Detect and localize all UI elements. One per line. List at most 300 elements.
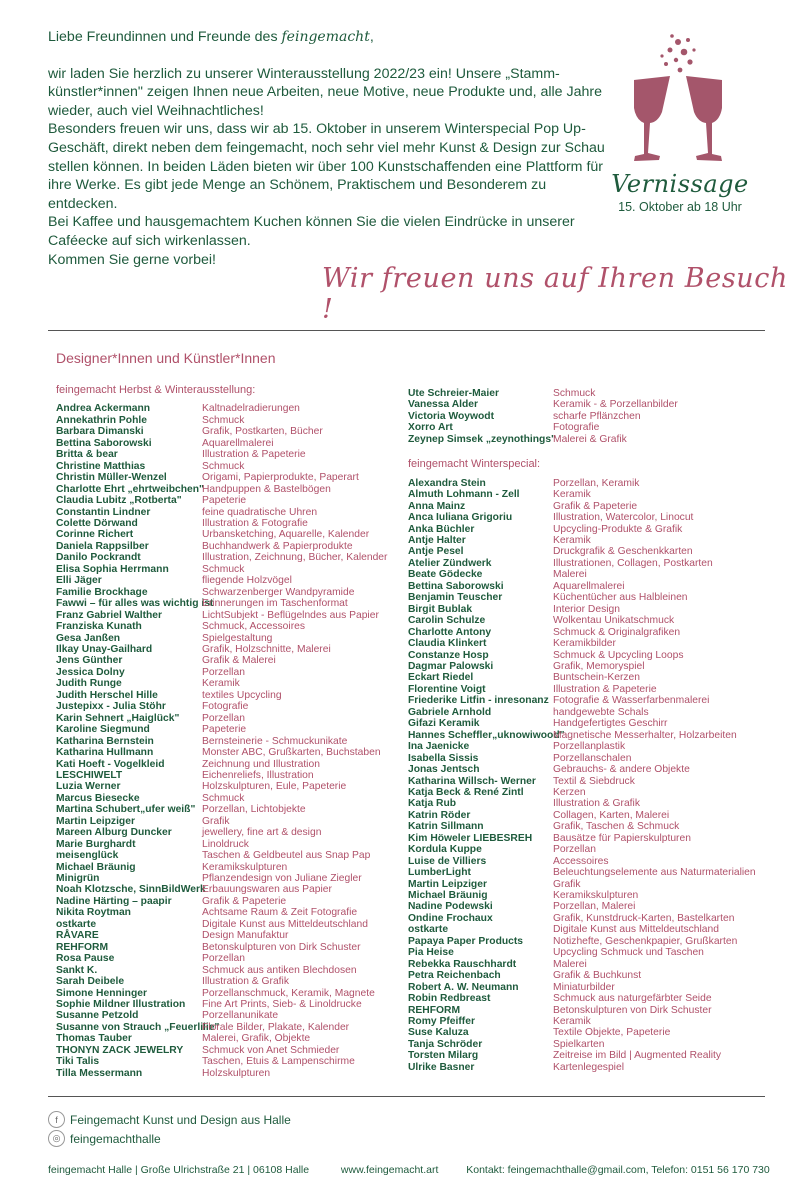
list-item: [408, 672, 768, 683]
list-item: [56, 1010, 396, 1021]
artist-name: REHFORM: [408, 1004, 461, 1016]
vernissage-block: [600, 170, 760, 214]
artist-name: Dagmar Palowski: [408, 660, 494, 672]
artist-name: ostkarte: [56, 918, 97, 930]
list-item: [56, 426, 396, 437]
artist-name: Gifazi Keramik: [408, 718, 480, 730]
list-item: [56, 759, 396, 770]
artist-description: Betonskulpturen von Dirk Schuster: [553, 1004, 712, 1016]
artist-name: Petra Reichenbach: [408, 970, 501, 982]
list-item: [56, 804, 396, 815]
artist-name: Tanja Schröder: [408, 1038, 483, 1050]
list-column-left: [56, 385, 396, 1079]
artist-description: Schwarzenberger Wandpyramide: [202, 586, 355, 598]
list-item: [56, 770, 396, 781]
list-item: [408, 982, 768, 993]
artist-name: Atelier Zündwerk: [408, 557, 492, 569]
artist-description: Illustration & Papeterie: [202, 449, 306, 461]
artist-description: Monster ABC, Grußkarten, Buchstaben: [202, 747, 381, 759]
artist-name: Ute Schreier-Maier: [408, 388, 499, 399]
artist-name: Isabella Sissis: [408, 752, 479, 764]
artist-description: Buntschein-Kerzen: [553, 672, 641, 684]
artist-description: Linoldruck: [202, 838, 249, 850]
list-item: [408, 558, 768, 569]
artist-description: Illustration, Watercolor, Linocut: [553, 512, 694, 524]
artist-description: Handpuppen & Bastelbögen: [202, 483, 331, 495]
artist-name: Fawwi – für alles was wichtig ist: [56, 598, 214, 610]
list-item: [56, 816, 396, 827]
artist-name: Torsten Milarg: [408, 1050, 479, 1062]
list-item: [408, 890, 768, 901]
artist-name: Mareen Alburg Duncker: [56, 827, 172, 839]
artist-description: Illustration & Grafik: [553, 798, 640, 810]
artist-description: Porzellan, Malerei: [553, 901, 636, 913]
artist-name: meisenglück: [56, 850, 119, 862]
artist-name: Jens Günther: [56, 655, 123, 667]
artist-name: Antje Halter: [408, 534, 466, 546]
artist-name: Antje Pesel: [408, 546, 464, 558]
list-item: [408, 959, 768, 970]
artist-name: Friederike Litfin - inresonanz: [408, 695, 549, 707]
artist-description: Miniaturbilder: [553, 981, 615, 993]
artist-description: Schmuck: [202, 792, 245, 804]
artist-name: Gesa Janßen: [56, 632, 121, 644]
list-item: [408, 615, 768, 626]
artist-name: Simone Henninger: [56, 987, 147, 999]
social-facebook[interactable]: [48, 1111, 291, 1128]
artist-description: Urbansketching, Aquarelle, Kalender: [202, 529, 370, 541]
intro-paragraph-4: Kommen Sie gerne vorbei!: [48, 251, 216, 268]
artist-name: Justepixx - Julia Stöhr: [56, 701, 166, 713]
artist-description: handgewebte Schals: [553, 706, 649, 718]
list-item: [56, 873, 396, 884]
artist-name: Papaya Paper Products: [408, 935, 524, 947]
artist-name: Elli Jäger: [56, 575, 102, 587]
social-instagram[interactable]: [48, 1130, 161, 1147]
artist-description: Aquarellmalerei: [553, 580, 625, 592]
artist-description: Malerei: [553, 569, 587, 581]
artist-description: Taschen, Etuis & Lampenschirme: [202, 1056, 355, 1068]
artist-name: Nikita Roytman: [56, 907, 131, 919]
artist-name: Hannes Scheffler„uknowiwood": [408, 729, 565, 741]
vernissage-title: Vernissage: [611, 170, 749, 198]
artist-description: Kaltnadelradierungen: [202, 403, 300, 415]
list-item: [408, 684, 768, 695]
artist-name: Jonas Jentsch: [408, 764, 480, 776]
list-item: [408, 592, 768, 603]
list-item: [408, 833, 768, 844]
artist-description: Illustration & Fotografie: [202, 517, 308, 529]
list-item: [408, 993, 768, 1004]
list-item: [408, 1027, 768, 1038]
artist-description: Erbauungswaren aus Papier: [202, 884, 332, 896]
artist-description: Grafik, Holzschnitte, Malerei: [202, 643, 331, 655]
artist-name: Corinne Richert: [56, 529, 134, 541]
list-item: [56, 472, 396, 483]
artist-description: Porzellan: [202, 712, 245, 724]
artist-name: Rosa Pause: [56, 953, 115, 965]
artist-description: scharfe Pflänzchen: [553, 410, 641, 422]
artist-description: Illustration & Papeterie: [553, 683, 657, 695]
artist-description: Porzellan, Keramik: [553, 477, 640, 489]
list-item: [408, 661, 768, 672]
artist-description: Druckgrafik & Geschenkkarten: [553, 546, 693, 558]
list-item: [56, 610, 396, 621]
artist-description: Keramik - & Porzellanbilder: [553, 399, 678, 411]
artist-name: Karin Sehnert „Haiglück": [56, 712, 180, 724]
list-item: [408, 695, 768, 706]
section2-title: feingemacht Winterspecial:: [408, 458, 541, 471]
artist-name: Almuth Lohmann - Zell: [408, 489, 520, 501]
list-item: [408, 627, 768, 638]
list-item: [408, 638, 768, 649]
list-item: [56, 781, 396, 792]
artist-description: Grafik & Buchkunst: [553, 970, 642, 982]
list-item: [56, 678, 396, 689]
list-item: [408, 1039, 768, 1050]
artist-name: Ulrike Basner: [408, 1061, 475, 1073]
artist-description: Porzellanschalen: [553, 752, 632, 764]
list-item: [408, 546, 768, 557]
footer: [48, 1164, 770, 1176]
artist-description: Fotografie & Wasserfarbenmalerei: [553, 695, 710, 707]
artist-name: Katja Beck & René Zintl: [408, 786, 524, 798]
list-item: [56, 598, 396, 609]
artist-description: Holzskulpturen, Eule, Papeterie: [202, 781, 347, 793]
artist-description: Collagen, Karten, Malerei: [553, 809, 670, 821]
list-item: [56, 1045, 396, 1056]
list-item: [408, 787, 768, 798]
artist-name: Christine Matthias: [56, 460, 146, 472]
list-item: [56, 461, 396, 472]
artist-name: Minigrün: [56, 873, 100, 885]
list-item: [408, 924, 768, 935]
artist-name: Pia Heise: [408, 947, 454, 959]
artist-name: Franz Gabriel Walther: [56, 609, 163, 621]
artist-name: Judith Herschel Hille: [56, 689, 158, 701]
list-item: [56, 633, 396, 644]
artist-name: Constantin Lindner: [56, 506, 151, 518]
artist-description: Schmuck: [202, 414, 245, 426]
artist-description: Origami, Papierprodukte, Paperart: [202, 472, 359, 484]
artist-name: Claudia Lubitz „Rotberta": [56, 495, 182, 507]
artist-name: Susanne von Strauch „Feuerlilie": [56, 1021, 220, 1033]
vernissage-date: 15. Oktober ab 18 Uhr: [618, 200, 742, 214]
artist-description: Grafik: [202, 815, 230, 827]
artist-description: Eichenreliefs, Illustration: [202, 769, 314, 781]
artist-description: Textile Objekte, Papeterie: [553, 1027, 671, 1039]
artist-description: Grafik, Taschen & Schmuck: [553, 821, 680, 833]
artist-name: Bettina Saborowski: [408, 580, 504, 592]
artist-description: Grafik & Papeterie: [202, 895, 287, 907]
artist-description: Keramikskulpturen: [553, 890, 639, 902]
artist-name: Britta & bear: [56, 449, 118, 461]
greeting: [48, 28, 608, 47]
artist-description: Grafik & Malerei: [202, 655, 276, 667]
list-item: [408, 434, 768, 445]
list-item: [408, 388, 768, 399]
artist-name: Kim Höweler LIEBESREH: [408, 832, 533, 844]
artist-name: Ina Jaenicke: [408, 741, 470, 753]
artist-name: Rebekka Rauschhardt: [408, 958, 517, 970]
artist-description: Keramik: [202, 678, 240, 690]
facebook-label: Feingemacht Kunst und Design aus Halle: [70, 1112, 291, 1127]
artist-description: Malerei & Grafik: [553, 433, 627, 445]
artist-name: Katrin Sillmann: [408, 821, 484, 833]
artist-name: Jessica Dolny: [56, 666, 125, 678]
artist-name: Daniela Rappsilber: [56, 540, 149, 552]
artist-name: Sophie Mildner Illustration: [56, 999, 186, 1011]
artist-description: Malerei, Grafik, Objekte: [202, 1033, 311, 1045]
artist-description: Porzellan, Lichtobjekte: [202, 804, 306, 816]
artist-description: Illustrationen, Collagen, Postkarten: [553, 557, 713, 569]
artist-description: Grafik, Memoryspiel: [553, 660, 645, 672]
artist-description: Design Manufaktur: [202, 930, 289, 942]
artist-description: Taschen & Geldbeutel aus Snap Pap: [202, 850, 371, 862]
artist-description: Keramik: [553, 534, 591, 546]
artist-name: Katja Rub: [408, 798, 457, 810]
list-item: [56, 403, 396, 414]
artist-description: Handgefertigtes Geschirr: [553, 718, 668, 730]
greeting-suffix: ,: [369, 29, 374, 45]
artist-name: Andrea Ackermann: [56, 403, 151, 415]
artist-name: Birgit Bublak: [408, 603, 473, 615]
artist-name: Sankt K.: [56, 964, 98, 976]
list-item: [408, 501, 768, 512]
footer-web[interactable]: www.feingemacht.art: [340, 1164, 439, 1176]
list-item: [56, 896, 396, 907]
list-item: [56, 884, 396, 895]
list-item: [408, 422, 768, 433]
artist-name: Anka Büchler: [408, 523, 475, 535]
artist-description: Schmuck & Originalgrafiken: [553, 626, 681, 638]
artist-name: Charlotte Antony: [408, 626, 492, 638]
artist-name: Robert A. W. Neumann: [408, 981, 519, 993]
list-item: [56, 907, 396, 918]
artist-name: Carolin Schulze: [408, 615, 486, 627]
artist-description: Schmuck von Anet Schmieder: [202, 1044, 340, 1056]
artist-description: Grafik & Papeterie: [553, 500, 638, 512]
artist-name: Alexandra Stein: [408, 477, 486, 489]
list-item: [56, 793, 396, 804]
list-item: [408, 879, 768, 890]
facebook-icon: f: [48, 1111, 65, 1128]
artist-name: Suse Kaluza: [408, 1027, 469, 1039]
artist-description: Porzellan: [202, 666, 245, 678]
artist-name: Claudia Klinkert: [408, 638, 487, 650]
list-item: [408, 524, 768, 535]
list-item: [56, 690, 396, 701]
artist-description: Buchhandwerk & Papierprodukte: [202, 540, 353, 552]
artist-name: Noah Klotzsche, SinnBildWerk: [56, 884, 206, 896]
artist-name: Kati Hoeft - Vogelkleid: [56, 758, 165, 770]
list-item: [408, 581, 768, 592]
artist-description: Aquarellmalerei: [202, 437, 274, 449]
list-item: [56, 850, 396, 861]
closing-line: Wir freuen uns auf Ihren Besuch !: [322, 263, 788, 325]
artist-name: Familie Brockhage: [56, 586, 148, 598]
artist-name: Katrin Röder: [408, 809, 471, 821]
list-item: [408, 569, 768, 580]
list-item: [408, 936, 768, 947]
list-item: [56, 667, 396, 678]
artist-description: Zeitreise im Bild | Augmented Reality: [553, 1050, 722, 1062]
artist-name: Susanne Petzold: [56, 1010, 139, 1022]
artist-name: Nadine Härting – paapir: [56, 895, 172, 907]
artist-name: Karoline Siegmund: [56, 724, 150, 736]
artist-description: Digitale Kunst aus Mitteldeutschland: [202, 918, 368, 930]
artist-name: Victoria Woywodt: [408, 410, 495, 422]
list-item: [408, 798, 768, 809]
list-item: [56, 1033, 396, 1044]
artist-description: Kerzen: [553, 786, 586, 798]
list-item: [56, 507, 396, 518]
artist-name: Benjamin Teuscher: [408, 592, 503, 604]
artist-name: Marie Burghardt: [56, 838, 136, 850]
artist-description: Holzskulpturen: [202, 1067, 271, 1079]
artist-name: Kordula Kuppe: [408, 844, 482, 856]
artist-name: Martina Schubert„ufer weiß": [56, 804, 196, 816]
divider-bottom: [48, 1096, 765, 1097]
artist-name: Marcus Biesecke: [56, 792, 140, 804]
artist-name: Robin Redbreast: [408, 993, 491, 1005]
list-item: [56, 587, 396, 598]
list-item: [56, 564, 396, 575]
artist-description: Gebrauchs- & andere Objekte: [553, 764, 690, 776]
list-item: [56, 988, 396, 999]
list-item: [56, 953, 396, 964]
list-item: [56, 999, 396, 1010]
artist-description: jewellery, fine art & design: [202, 827, 322, 839]
intro-paragraph-2: Besonders freuen wir uns, dass wir ab 15. Oktober in unserem Winterspecial Pop Up-Geschäft, direkt neben dem feingemacht, noch sehr viel mehr Kunst & Design zur Schau stellen können. In beiden Läden bieten wir über 100 Kunstschaffenden eine Plattform für ihre Werke. Es gibt jede Menge an Schönem, Praktischem und Besonderem zu entdecken.: [48, 121, 605, 212]
list-item: [56, 541, 396, 552]
artist-name: Gabriele Arnhold: [408, 706, 492, 718]
list-item: [56, 449, 396, 460]
intro-paragraph-3: Bei Kaffee und hausgemachtem Kuchen können Sie die vielen Eindrücke in unserer Caféecke auf sich wirkenlassen.: [48, 214, 575, 249]
artist-name: Eckart Riedel: [408, 672, 474, 684]
list-item: [408, 512, 768, 523]
artist-name: Martin Leipziger: [408, 878, 487, 890]
footer-address: feingemacht Halle | Große Ulrichstraße 21 | 06108 Halle: [48, 1164, 310, 1176]
list-item: [408, 764, 768, 775]
artist-description: Malerei: [553, 958, 587, 970]
list-item: [56, 438, 396, 449]
artist-description: Papeterie: [202, 724, 247, 736]
list-item: [56, 1068, 396, 1079]
list-item: [56, 1056, 396, 1067]
list-item: [408, 478, 768, 489]
artist-description: Illustration, Zeichnung, Bücher, Kalender: [202, 552, 388, 564]
artist-description: Schmuck aus antiken Blechdosen: [202, 964, 357, 976]
artist-name: Annekathrin Pohle: [56, 414, 147, 426]
list-item: [408, 741, 768, 752]
artist-description: Keramikskulpturen: [202, 861, 288, 873]
list-item: [408, 821, 768, 832]
artist-name: Anca Iuliana Grigoriu: [408, 512, 513, 524]
instagram-label: feingemachthalle: [70, 1131, 161, 1146]
list-item: [56, 529, 396, 540]
artist-description: Beleuchtungselemente aus Naturmaterialien: [553, 867, 756, 879]
list-item: [408, 970, 768, 981]
list-item: [56, 495, 396, 506]
artist-name: Martin Leipziger: [56, 815, 135, 827]
list-item: [56, 839, 396, 850]
artist-description: Porzellan: [553, 844, 596, 856]
greeting-brand: feingemacht: [281, 29, 370, 45]
artist-description: Upcycling Schmuck und Taschen: [553, 947, 704, 959]
list-item: [408, 718, 768, 729]
artist-name: Xorro Art: [408, 422, 453, 434]
list-item: [56, 736, 396, 747]
list-item: [408, 1050, 768, 1061]
artist-description: Porzellanplastik: [553, 741, 626, 753]
list-item: [56, 484, 396, 495]
artist-name: Constanze Hosp: [408, 649, 489, 661]
divider-top: [48, 330, 765, 331]
artist-description: Porzellanunikate: [202, 1010, 279, 1022]
artist-name: Franziska Kunath: [56, 621, 142, 633]
artist-name: Ondine Frochaux: [408, 912, 493, 924]
artist-description: Illustration & Grafik: [202, 976, 289, 988]
list-item: [56, 621, 396, 632]
artist-name: Katharina Willsch- Werner: [408, 775, 536, 787]
artist-name: Judith Runge: [56, 678, 122, 690]
artist-description: Bernsteinerie - Schmuckunikate: [202, 735, 348, 747]
list-item: [56, 976, 396, 987]
artist-description: Schmuck: [202, 563, 245, 575]
artist-description: Keramik: [553, 489, 591, 501]
artist-description: Schmuck & Upcycling Loops: [553, 649, 684, 661]
artist-description: Spielkarten: [553, 1038, 605, 1050]
artist-name: Ilkay Unay-Gailhard: [56, 643, 153, 655]
artist-name: Thomas Tauber: [56, 1033, 132, 1045]
artist-name: Katharina Bernstein: [56, 735, 154, 747]
list-item: [56, 701, 396, 712]
list-item: [408, 535, 768, 546]
artist-description: Keramik: [553, 1016, 591, 1028]
list-item: [408, 844, 768, 855]
artist-description: Accessoires: [553, 855, 609, 867]
footer-contact: Kontakt: feingemachthalle@gmail.com, Telefon: 0151 56 170 730: [466, 1164, 770, 1176]
artist-description: Pflanzendesign von Juliane Ziegler: [202, 873, 362, 885]
section-heading: Designer*Innen und Künstler*Innen: [56, 350, 276, 366]
artist-name: Beate Gödecke: [408, 569, 483, 581]
intro-text: [48, 28, 608, 269]
artist-name: Michael Bräunig: [408, 890, 488, 902]
artist-name: Romy Pfeiffer: [408, 1016, 475, 1028]
artist-name: Anna Mainz: [408, 500, 466, 512]
list-item: [408, 1005, 768, 1016]
artist-name: Tiki Talis: [56, 1056, 100, 1068]
artist-description: Achtsame Raum & Zeit Fotografie: [202, 907, 358, 919]
section1-title: feingemacht Herbst & Winterausstellung:: [56, 384, 256, 396]
intro-paragraph-1: wir laden Sie herzlich zu unserer Winterausstellung 2022/23 ein! Unsere „Stamm-künstler*innen" zeigen Ihnen neue Arbeiten, neue Motive, neue Produkte und, alle Jahre wieder, auch viel Weihnachtliches!: [48, 65, 603, 119]
artist-name: Charlotte Ehrt „ehrtweibchen": [56, 483, 204, 495]
artist-description: Papeterie: [202, 495, 247, 507]
list-item: [56, 644, 396, 655]
artist-description: Bausätze für Papierskulpturen: [553, 832, 691, 844]
artist-description: Interior Design: [553, 603, 620, 615]
artist-name: Zeynep Simsek „zeynothings": [408, 433, 556, 445]
artist-description: Notizhefte, Geschenkpapier, Grußkarten: [553, 935, 738, 947]
list-column-right: [408, 388, 768, 1073]
list-item: [56, 747, 396, 758]
list-item: [56, 919, 396, 930]
artist-description: Küchentücher aus Halbleinen: [553, 592, 688, 604]
artist-name: THONYN ZACK JEWELRY: [56, 1044, 184, 1056]
list-item: [56, 415, 396, 426]
artist-name: Elisa Sophia Herrmann: [56, 563, 169, 575]
